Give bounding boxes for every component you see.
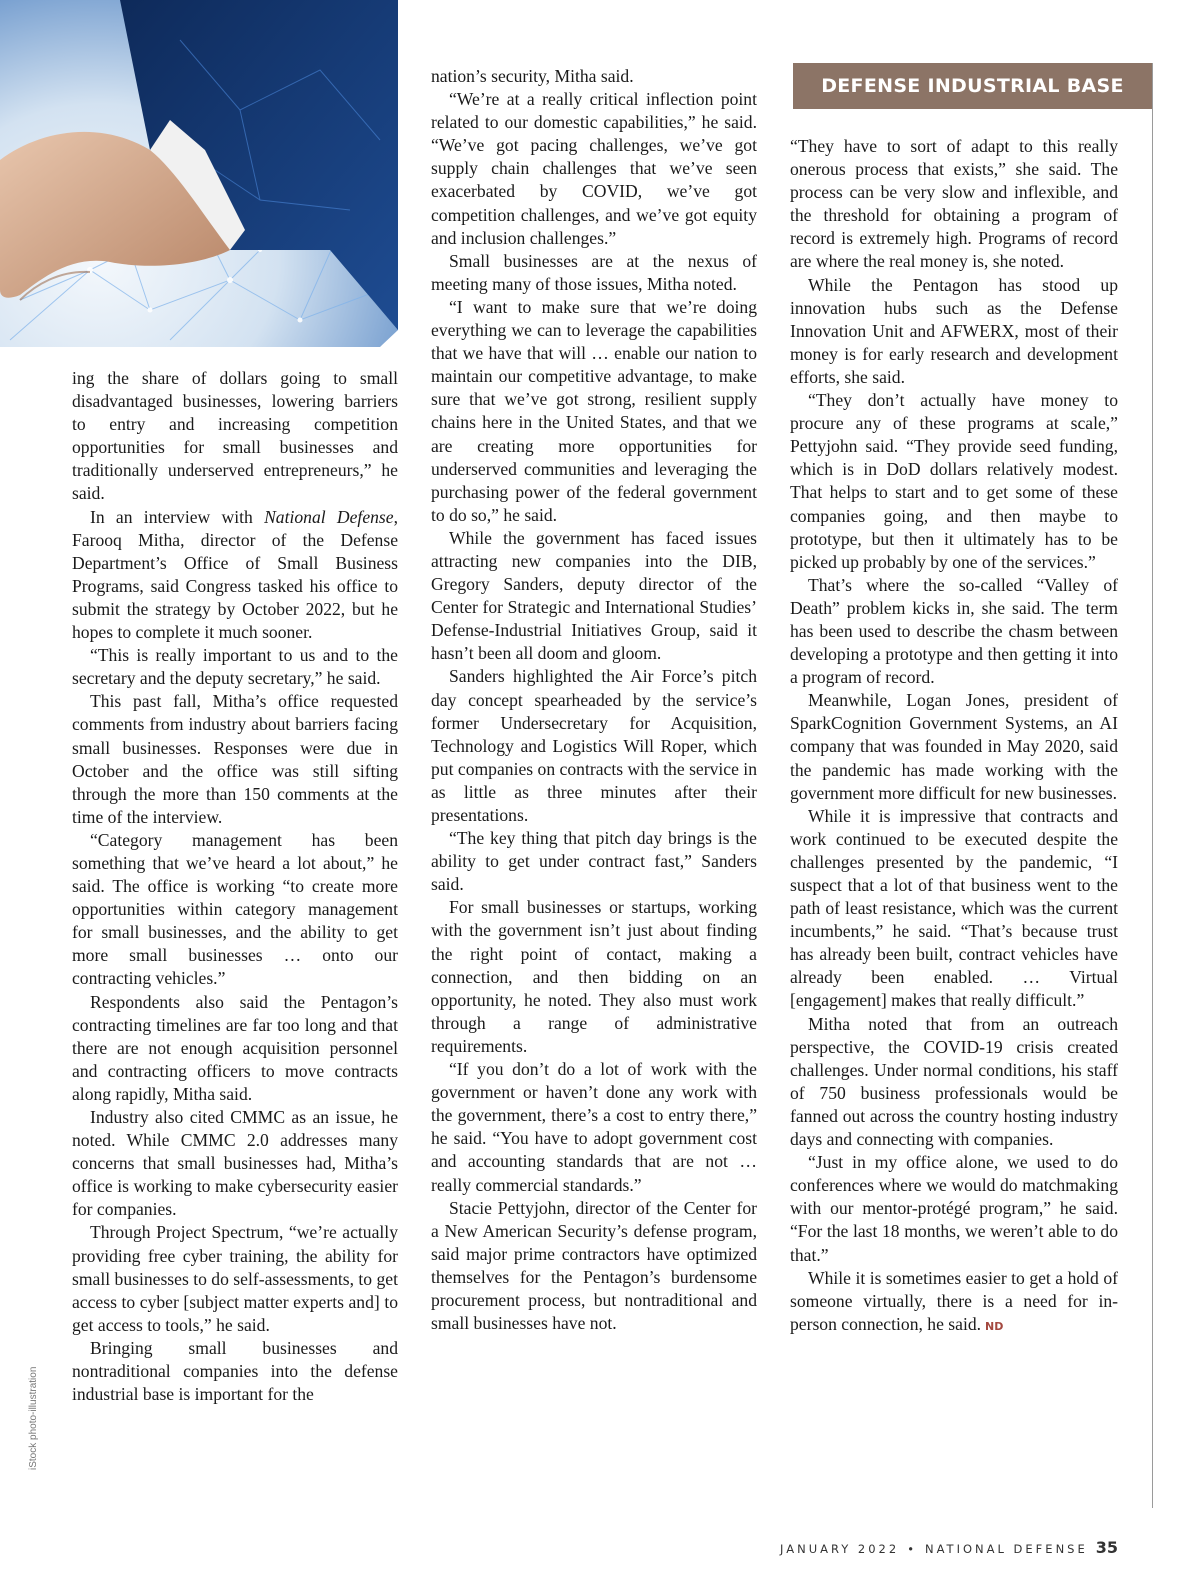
- paragraph: [72, 1337, 398, 1406]
- paragraph-text: While it is sometimes easier to get a hold of someone virtually, there is a need for in-person connection, he said.: [790, 1267, 1118, 1334]
- paragraph-text: That’s where the so-called “Valley of Death” problem kicks in, she said. The term has been used to describe the chasm between developing a prototype and then getting it into a program of record.: [790, 574, 1118, 688]
- paragraph: [72, 644, 398, 690]
- paragraph: [431, 827, 757, 896]
- paragraph: [431, 296, 757, 527]
- paragraph-text: nation’s security, Mitha said.: [431, 66, 634, 86]
- paragraph: [431, 896, 757, 1058]
- paragraph: [790, 274, 1118, 389]
- paragraph: [72, 991, 398, 1106]
- paragraph-text: For small businesses or startups, working with the government isn’t just about finding the right point of contact, making a connection, and then bidding on an opportunity, he noted. They also must work through a range of administrative requirements.: [431, 897, 757, 1056]
- paragraph-text: While it is impressive that contracts and work continued to be executed despite the challenges presented by the pandemic, “I suspect that a lot of that business went to the path of least resistance, which was the current incumbents,” he said. “That’s because trust has already been built, contract vehicles have already been enabled. … Virtual [engagement] makes that really difficult.”: [790, 805, 1118, 1011]
- paragraph: [72, 367, 398, 506]
- paragraph-text: Bringing small businesses and nontraditional companies into the defense industrial base is important for the: [72, 1337, 398, 1405]
- paragraph: [72, 690, 398, 829]
- article-column-3: [790, 135, 1118, 1338]
- paragraph: [790, 689, 1118, 804]
- paragraph-text: “They have to sort of adapt to this really onerous process that exists,” she said. The process can be very slow and inflexible, and the threshold for obtaining a program of record is extremely high. Programs of record are where the real money is, she noted.: [790, 136, 1118, 272]
- paragraph: [431, 1058, 757, 1197]
- paragraph: [431, 1197, 757, 1336]
- paragraph-text: In an interview with: [90, 506, 265, 527]
- paragraph: [790, 1151, 1118, 1266]
- paragraph-text: “I want to make sure that we’re doing everything we can to leverage the capabilities that we have that will … enable our nation to maintain our competitive advantage, to make sure that we’ve got strong, resilient supply chains here in the United States, and that we are creating more opportunities for underserved communities and leveraging the purchasing power of the federal government to do so,” he said.: [431, 296, 757, 525]
- paragraph: [790, 1013, 1118, 1152]
- paragraph: [790, 389, 1118, 574]
- paragraph-text: Sanders highlighted the Air Force’s pitch day concept spearheaded by the service’s former Undersecretary for Acquisition, Technology and Logistics Will Roper, which put companies on contracts with the service in as little as three minutes after their presentations.: [431, 666, 757, 825]
- paragraph: [72, 506, 398, 645]
- paragraph: [431, 65, 757, 88]
- footer-magazine: NATIONAL DEFENSE: [924, 1542, 1088, 1556]
- publication-name: National Defense: [264, 506, 394, 527]
- article-column-1: [72, 367, 398, 1406]
- paragraph: [431, 88, 757, 250]
- handshake-network-photo: [0, 0, 398, 347]
- paragraph-text: While the Pentagon has stood up innovation hubs such as the Defense Innovation Unit and AFWERX, most of their money is for early research and development efforts, she said.: [790, 274, 1118, 387]
- column-rule: [1152, 63, 1153, 1508]
- paragraph: [431, 250, 757, 296]
- page-number: 35: [1095, 1538, 1118, 1557]
- paragraph-text: “This is really important to us and to the secretary and the deputy secretary,” he said.: [72, 645, 398, 689]
- paragraph-text: Mitha noted that from an outreach perspective, the COVID-19 crisis created challenges. Under normal conditions, his staff of 750 business professionals would be fanned out across the country hosting industry days and connecting with companies.: [790, 1013, 1118, 1150]
- paragraph: [72, 829, 398, 991]
- paragraph-text: , Farooq Mitha, director of the Defense Department’s Office of Small Business Programs, said Congress tasked his office to submit the strategy by October 2022, but he hopes to complete it much sooner.: [72, 506, 398, 643]
- paragraph: [72, 1106, 398, 1221]
- article-column-2: [431, 65, 757, 1335]
- page-footer: [780, 1538, 1118, 1557]
- paragraph-text: ing the share of dollars going to small disadvantaged businesses, lowering barriers to entry and increasing competition opportunities for small businesses and traditionally underserved entrepreneurs,” he said.: [72, 368, 398, 504]
- footer-separator: •: [907, 1542, 917, 1556]
- paragraph: [790, 1267, 1118, 1338]
- paragraph-text: Industry also cited CMMC as an issue, he noted. While CMMC 2.0 addresses many concerns that small businesses had, Mitha’s office is working to make cybersecurity easier for companies.: [72, 1107, 398, 1220]
- paragraph: [790, 135, 1118, 274]
- paragraph: [431, 665, 757, 827]
- paragraph-text: Respondents also said the Pentagon’s contracting timelines are far too long and that there are not enough acquisition personnel and contracting officers to move contracts along rapidly, Mitha said.: [72, 991, 398, 1104]
- paragraph: [790, 805, 1118, 1013]
- paragraph-text: “Just in my office alone, we used to do conferences where we would do matchmaking with our mentor-protégé program,” he said. “For the last 18 months, we weren’t able to do that.”: [790, 1152, 1118, 1265]
- paragraph-text: This past fall, Mitha’s office requested comments from industry about barriers facing small businesses. Responses were due in October and the office was still sifting through the more than 150 comments at the time of the interview.: [72, 691, 398, 827]
- paragraph-text: Stacie Pettyjohn, director of the Center for a New American Security’s defense program, said major prime contractors have optimized themselves for the Pentagon’s burdensome procurement process, but nontraditional and small businesses have not.: [431, 1197, 757, 1334]
- section-label: DEFENSE INDUSTRIAL BASE: [793, 63, 1152, 109]
- paragraph-text: “If you don’t do a lot of work with the government or haven’t done any work with the government, there’s a cost to entry there,” he said. “You have to adopt government cost and accounting standards that are not … really commercial standards.”: [431, 1059, 757, 1195]
- paragraph-text: “Category management has been something that we’ve heard a lot about,” he said. The office is working “to create more opportunities within category management for small businesses, and the ability to get more small businesses … onto our contracting vehicles.”: [72, 829, 398, 989]
- paragraph-text: Meanwhile, Logan Jones, president of SparkCognition Government Systems, an AI company that was founded in May 2020, said the pandemic has made working with the government more difficult for new businesses.: [790, 690, 1118, 803]
- paragraph-text: “We’re at a really critical inflection point related to our domestic capabilities,” he said. “We’ve got pacing challenges, we’ve got supply chain challenges that we’ve seen exacerbated by COVID, we’ve got competition challenges, and we’ve got equity and inclusion challenges.”: [431, 89, 757, 248]
- paragraph-text: While the government has faced issues attracting new companies into the DIB, Gregory Sanders, deputy director of the Center for Strategic and International Studies’ Defense-Industrial Initiatives Group, said it hasn’t been all doom and gloom.: [431, 527, 757, 664]
- paragraph: [790, 574, 1118, 689]
- paragraph-text: “The key thing that pitch day brings is the ability to get under contract fast,” Sanders said.: [431, 828, 757, 895]
- photo-credit: iStock photo-illustration: [28, 1366, 39, 1470]
- paragraph: [431, 527, 757, 666]
- paragraph: [72, 1221, 398, 1336]
- footer-issue: JANUARY 2022: [780, 1542, 900, 1556]
- paragraph-text: “They don’t actually have money to procure any of these programs at scale,” Pettyjohn said. “They provide seed funding, which is in DoD dollars relatively modest. That helps to start and to get some of these companies going, and then maybe to prototype, but then it ultimately has to be picked up probably by one of the services.”: [790, 390, 1118, 572]
- photo-illustration: [0, 0, 398, 347]
- end-mark: ND: [985, 1319, 1004, 1333]
- paragraph-text: Small businesses are at the nexus of meeting many of those issues, Mitha noted.: [431, 250, 757, 294]
- paragraph-text: Through Project Spectrum, “we’re actually providing free cyber training, the ability for small businesses to do self-assessments, to get access to cyber [subject matter experts and] to get access to tools,” he said.: [72, 1222, 398, 1335]
